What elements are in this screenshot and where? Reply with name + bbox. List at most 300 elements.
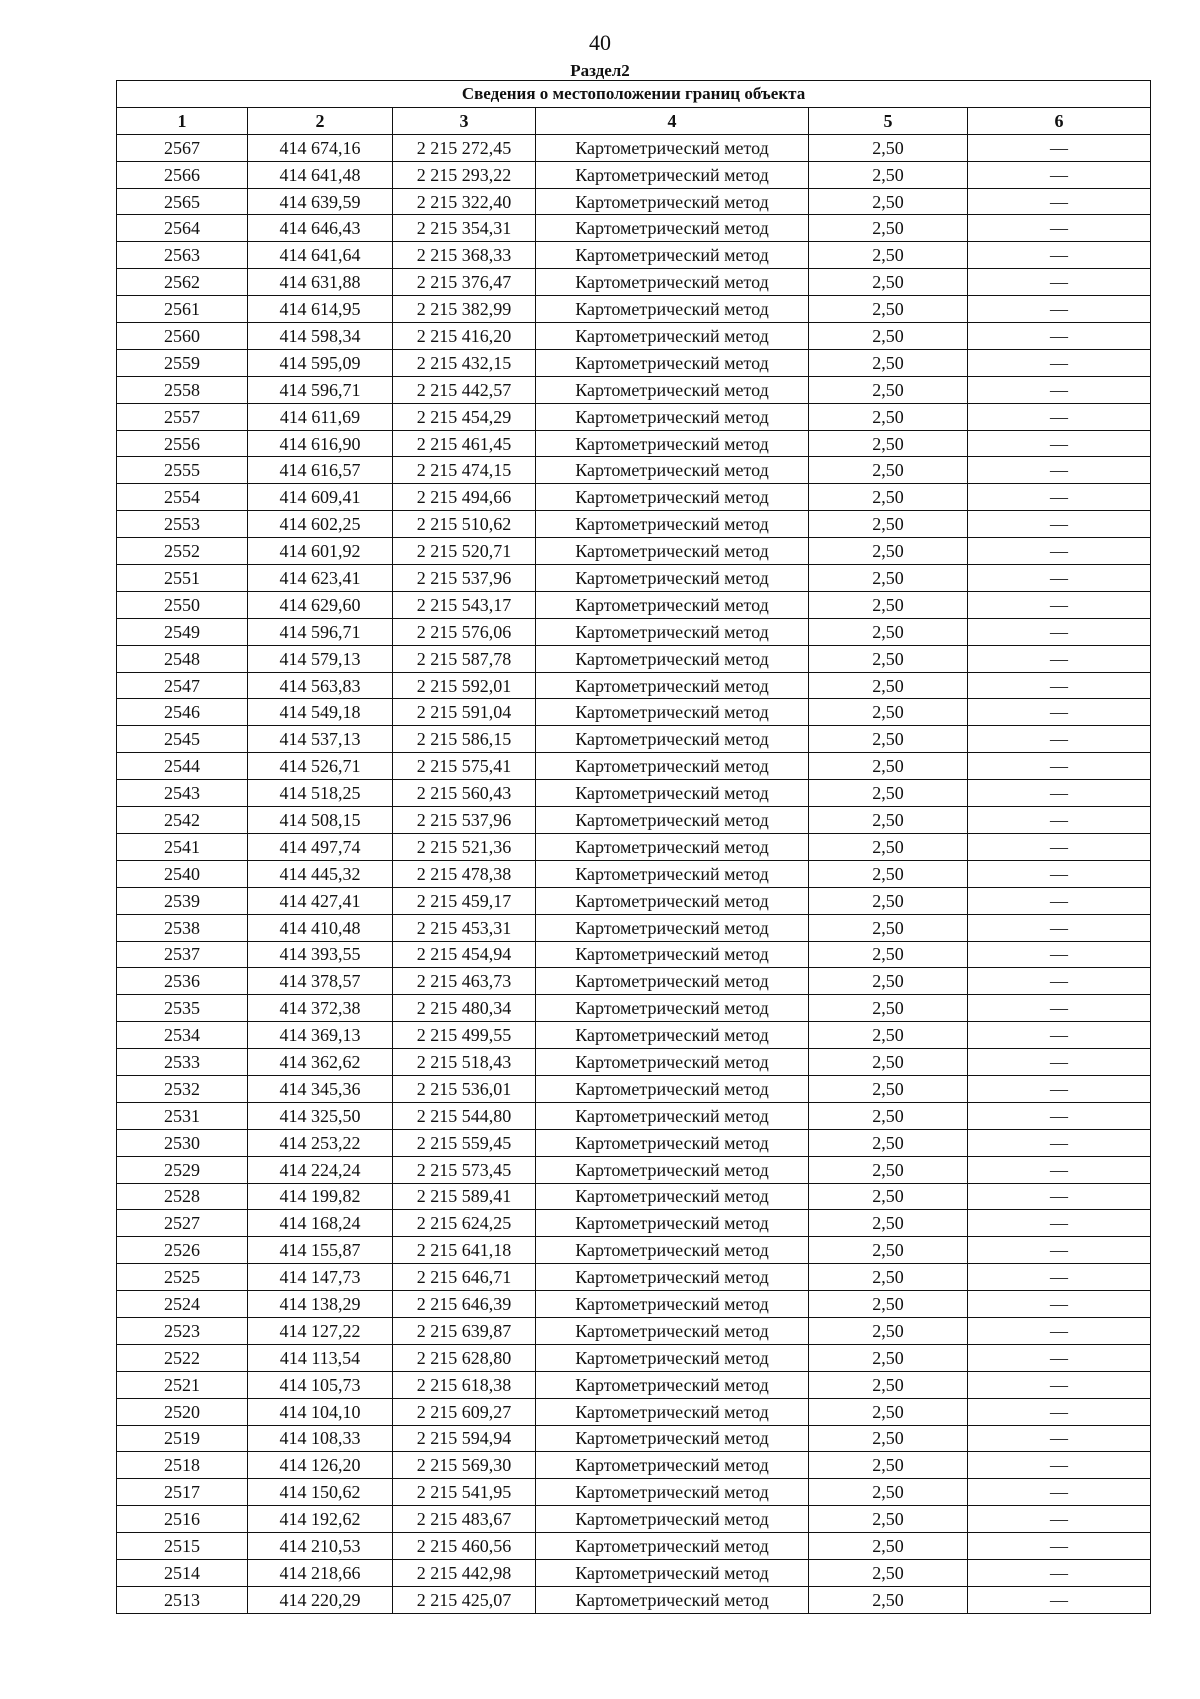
- y-coordinate-cell: 2 215 520,71: [393, 538, 536, 565]
- x-coordinate-cell: 414 345,36: [248, 1075, 393, 1102]
- y-coordinate-cell: 2 215 646,39: [393, 1291, 536, 1318]
- y-coordinate-cell: 2 215 569,30: [393, 1452, 536, 1479]
- point-number-cell: 2561: [117, 296, 248, 323]
- method-cell: Картометрический метод: [536, 1291, 809, 1318]
- description-cell: —: [968, 349, 1151, 376]
- method-cell: Картометрический метод: [536, 457, 809, 484]
- point-number-cell: 2556: [117, 430, 248, 457]
- x-coordinate-cell: 414 641,64: [248, 242, 393, 269]
- point-number-cell: 2519: [117, 1425, 248, 1452]
- table-body: [117, 134, 1151, 1613]
- table-row: [117, 376, 1151, 403]
- column-header: 5: [809, 107, 968, 134]
- table-row: [117, 860, 1151, 887]
- y-coordinate-cell: 2 215 461,45: [393, 430, 536, 457]
- table-caption-row: [117, 81, 1151, 108]
- table-row: [117, 538, 1151, 565]
- table-row: [117, 1210, 1151, 1237]
- accuracy-cell: 2,50: [809, 968, 968, 995]
- method-cell: Картометрический метод: [536, 753, 809, 780]
- description-cell: —: [968, 1559, 1151, 1586]
- x-coordinate-cell: 414 595,09: [248, 349, 393, 376]
- table-row: [117, 1559, 1151, 1586]
- table-row: [117, 134, 1151, 161]
- accuracy-cell: 2,50: [809, 780, 968, 807]
- method-cell: Картометрический метод: [536, 1156, 809, 1183]
- point-number-cell: 2550: [117, 591, 248, 618]
- accuracy-cell: 2,50: [809, 215, 968, 242]
- x-coordinate-cell: 414 537,13: [248, 726, 393, 753]
- point-number-cell: 2523: [117, 1317, 248, 1344]
- method-cell: Картометрический метод: [536, 1479, 809, 1506]
- table-row: [117, 1479, 1151, 1506]
- description-cell: —: [968, 591, 1151, 618]
- y-coordinate-cell: 2 215 480,34: [393, 995, 536, 1022]
- method-cell: Картометрический метод: [536, 1425, 809, 1452]
- table-row: [117, 1022, 1151, 1049]
- method-cell: Картометрический метод: [536, 161, 809, 188]
- point-number-cell: 2520: [117, 1398, 248, 1425]
- description-cell: —: [968, 699, 1151, 726]
- point-number-cell: 2536: [117, 968, 248, 995]
- x-coordinate-cell: 414 410,48: [248, 914, 393, 941]
- accuracy-cell: 2,50: [809, 1291, 968, 1318]
- accuracy-cell: 2,50: [809, 860, 968, 887]
- point-number-cell: 2549: [117, 618, 248, 645]
- table-row: [117, 1533, 1151, 1560]
- method-cell: Картометрический метод: [536, 242, 809, 269]
- description-cell: —: [968, 1075, 1151, 1102]
- x-coordinate-cell: 414 147,73: [248, 1264, 393, 1291]
- method-cell: Картометрический метод: [536, 323, 809, 350]
- accuracy-cell: 2,50: [809, 1344, 968, 1371]
- point-number-cell: 2533: [117, 1049, 248, 1076]
- accuracy-cell: 2,50: [809, 1317, 968, 1344]
- description-cell: —: [968, 1022, 1151, 1049]
- accuracy-cell: 2,50: [809, 323, 968, 350]
- method-cell: Картометрический метод: [536, 376, 809, 403]
- accuracy-cell: 2,50: [809, 672, 968, 699]
- point-number-cell: 2537: [117, 941, 248, 968]
- table-row: [117, 161, 1151, 188]
- y-coordinate-cell: 2 215 478,38: [393, 860, 536, 887]
- y-coordinate-cell: 2 215 628,80: [393, 1344, 536, 1371]
- method-cell: Картометрический метод: [536, 1075, 809, 1102]
- accuracy-cell: 2,50: [809, 1398, 968, 1425]
- description-cell: —: [968, 753, 1151, 780]
- description-cell: —: [968, 161, 1151, 188]
- x-coordinate-cell: 414 674,16: [248, 134, 393, 161]
- table-row: [117, 914, 1151, 941]
- table-row: [117, 833, 1151, 860]
- table-row: [117, 591, 1151, 618]
- method-cell: Картометрический метод: [536, 726, 809, 753]
- table-row: [117, 1156, 1151, 1183]
- point-number-cell: 2552: [117, 538, 248, 565]
- accuracy-cell: 2,50: [809, 457, 968, 484]
- description-cell: —: [968, 887, 1151, 914]
- x-coordinate-cell: 414 104,10: [248, 1398, 393, 1425]
- y-coordinate-cell: 2 215 587,78: [393, 645, 536, 672]
- table-row: [117, 753, 1151, 780]
- column-header: 1: [117, 107, 248, 134]
- method-cell: Картометрический метод: [536, 296, 809, 323]
- y-coordinate-cell: 2 215 559,45: [393, 1129, 536, 1156]
- method-cell: Картометрический метод: [536, 1533, 809, 1560]
- x-coordinate-cell: 414 623,41: [248, 565, 393, 592]
- point-number-cell: 2531: [117, 1102, 248, 1129]
- accuracy-cell: 2,50: [809, 188, 968, 215]
- description-cell: —: [968, 242, 1151, 269]
- x-coordinate-cell: 414 563,83: [248, 672, 393, 699]
- y-coordinate-cell: 2 215 536,01: [393, 1075, 536, 1102]
- accuracy-cell: 2,50: [809, 1183, 968, 1210]
- description-cell: —: [968, 941, 1151, 968]
- x-coordinate-cell: 414 518,25: [248, 780, 393, 807]
- accuracy-cell: 2,50: [809, 887, 968, 914]
- method-cell: Картометрический метод: [536, 780, 809, 807]
- y-coordinate-cell: 2 215 499,55: [393, 1022, 536, 1049]
- y-coordinate-cell: 2 215 589,41: [393, 1183, 536, 1210]
- page-number: 40: [589, 30, 611, 55]
- description-cell: —: [968, 457, 1151, 484]
- method-cell: Картометрический метод: [536, 1129, 809, 1156]
- method-cell: Картометрический метод: [536, 403, 809, 430]
- description-cell: —: [968, 1344, 1151, 1371]
- description-cell: —: [968, 833, 1151, 860]
- section-title: Раздел2: [570, 61, 630, 80]
- y-coordinate-cell: 2 215 537,96: [393, 565, 536, 592]
- y-coordinate-cell: 2 215 442,98: [393, 1559, 536, 1586]
- point-number-cell: 2535: [117, 995, 248, 1022]
- method-cell: Картометрический метод: [536, 860, 809, 887]
- x-coordinate-cell: 414 113,54: [248, 1344, 393, 1371]
- description-cell: —: [968, 511, 1151, 538]
- accuracy-cell: 2,50: [809, 1559, 968, 1586]
- description-cell: —: [968, 1049, 1151, 1076]
- table-caption: Сведения о местоположении границ объекта: [117, 81, 1151, 108]
- accuracy-cell: 2,50: [809, 565, 968, 592]
- method-cell: Картометрический метод: [536, 1049, 809, 1076]
- point-number-cell: 2522: [117, 1344, 248, 1371]
- point-number-cell: 2563: [117, 242, 248, 269]
- table-row: [117, 1049, 1151, 1076]
- table-row: [117, 1398, 1151, 1425]
- description-cell: —: [968, 484, 1151, 511]
- y-coordinate-cell: 2 215 510,62: [393, 511, 536, 538]
- x-coordinate-cell: 414 155,87: [248, 1237, 393, 1264]
- table-row: [117, 323, 1151, 350]
- method-cell: Картометрический метод: [536, 618, 809, 645]
- y-coordinate-cell: 2 215 544,80: [393, 1102, 536, 1129]
- y-coordinate-cell: 2 215 518,43: [393, 1049, 536, 1076]
- y-coordinate-cell: 2 215 425,07: [393, 1586, 536, 1613]
- point-number-cell: 2542: [117, 807, 248, 834]
- point-number-cell: 2515: [117, 1533, 248, 1560]
- table-row: [117, 1586, 1151, 1613]
- point-number-cell: 2546: [117, 699, 248, 726]
- description-cell: —: [968, 1371, 1151, 1398]
- table-row: [117, 188, 1151, 215]
- x-coordinate-cell: 414 210,53: [248, 1533, 393, 1560]
- table-row: [117, 1075, 1151, 1102]
- description-cell: —: [968, 1317, 1151, 1344]
- description-cell: —: [968, 1210, 1151, 1237]
- point-number-cell: 2562: [117, 269, 248, 296]
- table-row: [117, 1317, 1151, 1344]
- y-coordinate-cell: 2 215 293,22: [393, 161, 536, 188]
- method-cell: Картометрический метод: [536, 1183, 809, 1210]
- point-number-cell: 2548: [117, 645, 248, 672]
- table-row: [117, 807, 1151, 834]
- point-number-cell: 2524: [117, 1291, 248, 1318]
- point-number-cell: 2558: [117, 376, 248, 403]
- description-cell: —: [968, 1237, 1151, 1264]
- point-number-cell: 2521: [117, 1371, 248, 1398]
- accuracy-cell: 2,50: [809, 833, 968, 860]
- method-cell: Картометрический метод: [536, 215, 809, 242]
- table-row: [117, 699, 1151, 726]
- table-row: [117, 215, 1151, 242]
- x-coordinate-cell: 414 150,62: [248, 1479, 393, 1506]
- y-coordinate-cell: 2 215 368,33: [393, 242, 536, 269]
- table-row: [117, 645, 1151, 672]
- table-row: [117, 726, 1151, 753]
- table-row: [117, 672, 1151, 699]
- description-cell: —: [968, 215, 1151, 242]
- table-row: [117, 1506, 1151, 1533]
- x-coordinate-cell: 414 549,18: [248, 699, 393, 726]
- y-coordinate-cell: 2 215 576,06: [393, 618, 536, 645]
- method-cell: Картометрический метод: [536, 1344, 809, 1371]
- method-cell: Картометрический метод: [536, 1102, 809, 1129]
- point-number-cell: 2526: [117, 1237, 248, 1264]
- description-cell: —: [968, 618, 1151, 645]
- y-coordinate-cell: 2 215 474,15: [393, 457, 536, 484]
- accuracy-cell: 2,50: [809, 134, 968, 161]
- x-coordinate-cell: 414 508,15: [248, 807, 393, 834]
- y-coordinate-cell: 2 215 322,40: [393, 188, 536, 215]
- y-coordinate-cell: 2 215 459,17: [393, 887, 536, 914]
- table-row: [117, 484, 1151, 511]
- point-number-cell: 2566: [117, 161, 248, 188]
- x-coordinate-cell: 414 126,20: [248, 1452, 393, 1479]
- method-cell: Картометрический метод: [536, 833, 809, 860]
- y-coordinate-cell: 2 215 541,95: [393, 1479, 536, 1506]
- y-coordinate-cell: 2 215 592,01: [393, 672, 536, 699]
- accuracy-cell: 2,50: [809, 1049, 968, 1076]
- column-header-row: [117, 107, 1151, 134]
- method-cell: Картометрический метод: [536, 565, 809, 592]
- description-cell: —: [968, 1479, 1151, 1506]
- description-cell: —: [968, 645, 1151, 672]
- accuracy-cell: 2,50: [809, 726, 968, 753]
- x-coordinate-cell: 414 641,48: [248, 161, 393, 188]
- table-row: [117, 1425, 1151, 1452]
- description-cell: —: [968, 1452, 1151, 1479]
- table-row: [117, 1102, 1151, 1129]
- accuracy-cell: 2,50: [809, 1264, 968, 1291]
- accuracy-cell: 2,50: [809, 1506, 968, 1533]
- x-coordinate-cell: 414 445,32: [248, 860, 393, 887]
- table-row: [117, 565, 1151, 592]
- table-row: [117, 511, 1151, 538]
- column-header: 6: [968, 107, 1151, 134]
- accuracy-cell: 2,50: [809, 349, 968, 376]
- description-cell: —: [968, 1425, 1151, 1452]
- description-cell: —: [968, 1291, 1151, 1318]
- method-cell: Картометрический метод: [536, 269, 809, 296]
- x-coordinate-cell: 414 639,59: [248, 188, 393, 215]
- y-coordinate-cell: 2 215 543,17: [393, 591, 536, 618]
- point-number-cell: 2529: [117, 1156, 248, 1183]
- table-row: [117, 780, 1151, 807]
- x-coordinate-cell: 414 609,41: [248, 484, 393, 511]
- method-cell: Картометрический метод: [536, 672, 809, 699]
- point-number-cell: 2517: [117, 1479, 248, 1506]
- table-row: [117, 242, 1151, 269]
- column-header: 3: [393, 107, 536, 134]
- accuracy-cell: 2,50: [809, 484, 968, 511]
- x-coordinate-cell: 414 601,92: [248, 538, 393, 565]
- x-coordinate-cell: 414 611,69: [248, 403, 393, 430]
- x-coordinate-cell: 414 616,57: [248, 457, 393, 484]
- column-header: 4: [536, 107, 809, 134]
- x-coordinate-cell: 414 138,29: [248, 1291, 393, 1318]
- accuracy-cell: 2,50: [809, 242, 968, 269]
- accuracy-cell: 2,50: [809, 1237, 968, 1264]
- description-cell: —: [968, 780, 1151, 807]
- method-cell: Картометрический метод: [536, 1371, 809, 1398]
- method-cell: Картометрический метод: [536, 699, 809, 726]
- description-cell: —: [968, 403, 1151, 430]
- x-coordinate-cell: 414 224,24: [248, 1156, 393, 1183]
- point-number-cell: 2530: [117, 1129, 248, 1156]
- accuracy-cell: 2,50: [809, 645, 968, 672]
- y-coordinate-cell: 2 215 442,57: [393, 376, 536, 403]
- x-coordinate-cell: 414 614,95: [248, 296, 393, 323]
- y-coordinate-cell: 2 215 609,27: [393, 1398, 536, 1425]
- table-row: [117, 1129, 1151, 1156]
- accuracy-cell: 2,50: [809, 1075, 968, 1102]
- table-row: [117, 1183, 1151, 1210]
- x-coordinate-cell: 414 598,34: [248, 323, 393, 350]
- table-row: [117, 968, 1151, 995]
- description-cell: —: [968, 995, 1151, 1022]
- x-coordinate-cell: 414 579,13: [248, 645, 393, 672]
- table-row: [117, 349, 1151, 376]
- description-cell: —: [968, 1586, 1151, 1613]
- accuracy-cell: 2,50: [809, 1371, 968, 1398]
- y-coordinate-cell: 2 215 521,36: [393, 833, 536, 860]
- point-number-cell: 2543: [117, 780, 248, 807]
- y-coordinate-cell: 2 215 432,15: [393, 349, 536, 376]
- accuracy-cell: 2,50: [809, 1022, 968, 1049]
- description-cell: —: [968, 430, 1151, 457]
- accuracy-cell: 2,50: [809, 914, 968, 941]
- method-cell: Картометрический метод: [536, 511, 809, 538]
- method-cell: Картометрический метод: [536, 1506, 809, 1533]
- x-coordinate-cell: 414 616,90: [248, 430, 393, 457]
- point-number-cell: 2527: [117, 1210, 248, 1237]
- y-coordinate-cell: 2 215 560,43: [393, 780, 536, 807]
- y-coordinate-cell: 2 215 460,56: [393, 1533, 536, 1560]
- accuracy-cell: 2,50: [809, 1129, 968, 1156]
- table-row: [117, 296, 1151, 323]
- method-cell: Картометрический метод: [536, 1264, 809, 1291]
- x-coordinate-cell: 414 602,25: [248, 511, 393, 538]
- x-coordinate-cell: 414 427,41: [248, 887, 393, 914]
- x-coordinate-cell: 414 526,71: [248, 753, 393, 780]
- description-cell: —: [968, 914, 1151, 941]
- table-row: [117, 941, 1151, 968]
- accuracy-cell: 2,50: [809, 1586, 968, 1613]
- method-cell: Картометрический метод: [536, 484, 809, 511]
- point-number-cell: 2528: [117, 1183, 248, 1210]
- point-number-cell: 2538: [117, 914, 248, 941]
- x-coordinate-cell: 414 105,73: [248, 1371, 393, 1398]
- method-cell: Картометрический метод: [536, 134, 809, 161]
- y-coordinate-cell: 2 215 624,25: [393, 1210, 536, 1237]
- table-row: [117, 403, 1151, 430]
- method-cell: Картометрический метод: [536, 995, 809, 1022]
- description-cell: —: [968, 672, 1151, 699]
- table-row: [117, 1452, 1151, 1479]
- point-number-cell: 2567: [117, 134, 248, 161]
- accuracy-cell: 2,50: [809, 941, 968, 968]
- point-number-cell: 2540: [117, 860, 248, 887]
- description-cell: —: [968, 1102, 1151, 1129]
- table-row: [117, 1237, 1151, 1264]
- x-coordinate-cell: 414 253,22: [248, 1129, 393, 1156]
- method-cell: Картометрический метод: [536, 1398, 809, 1425]
- y-coordinate-cell: 2 215 591,04: [393, 699, 536, 726]
- table-row: [117, 1371, 1151, 1398]
- accuracy-cell: 2,50: [809, 591, 968, 618]
- method-cell: Картометрический метод: [536, 430, 809, 457]
- point-number-cell: 2513: [117, 1586, 248, 1613]
- x-coordinate-cell: 414 631,88: [248, 269, 393, 296]
- x-coordinate-cell: 414 369,13: [248, 1022, 393, 1049]
- description-cell: —: [968, 296, 1151, 323]
- method-cell: Картометрический метод: [536, 349, 809, 376]
- y-coordinate-cell: 2 215 463,73: [393, 968, 536, 995]
- y-coordinate-cell: 2 215 594,94: [393, 1425, 536, 1452]
- x-coordinate-cell: 414 127,22: [248, 1317, 393, 1344]
- y-coordinate-cell: 2 215 483,67: [393, 1506, 536, 1533]
- description-cell: —: [968, 1264, 1151, 1291]
- point-number-cell: 2559: [117, 349, 248, 376]
- method-cell: Картометрический метод: [536, 591, 809, 618]
- x-coordinate-cell: 414 108,33: [248, 1425, 393, 1452]
- point-number-cell: 2560: [117, 323, 248, 350]
- y-coordinate-cell: 2 215 382,99: [393, 296, 536, 323]
- method-cell: Картометрический метод: [536, 941, 809, 968]
- method-cell: Картометрический метод: [536, 807, 809, 834]
- point-number-cell: 2534: [117, 1022, 248, 1049]
- method-cell: Картометрический метод: [536, 1586, 809, 1613]
- accuracy-cell: 2,50: [809, 1425, 968, 1452]
- point-number-cell: 2525: [117, 1264, 248, 1291]
- table-row: [117, 430, 1151, 457]
- description-cell: —: [968, 134, 1151, 161]
- y-coordinate-cell: 2 215 376,47: [393, 269, 536, 296]
- accuracy-cell: 2,50: [809, 403, 968, 430]
- description-cell: —: [968, 376, 1151, 403]
- point-number-cell: 2539: [117, 887, 248, 914]
- coordinates-table: [116, 80, 1151, 1614]
- x-coordinate-cell: 414 192,62: [248, 1506, 393, 1533]
